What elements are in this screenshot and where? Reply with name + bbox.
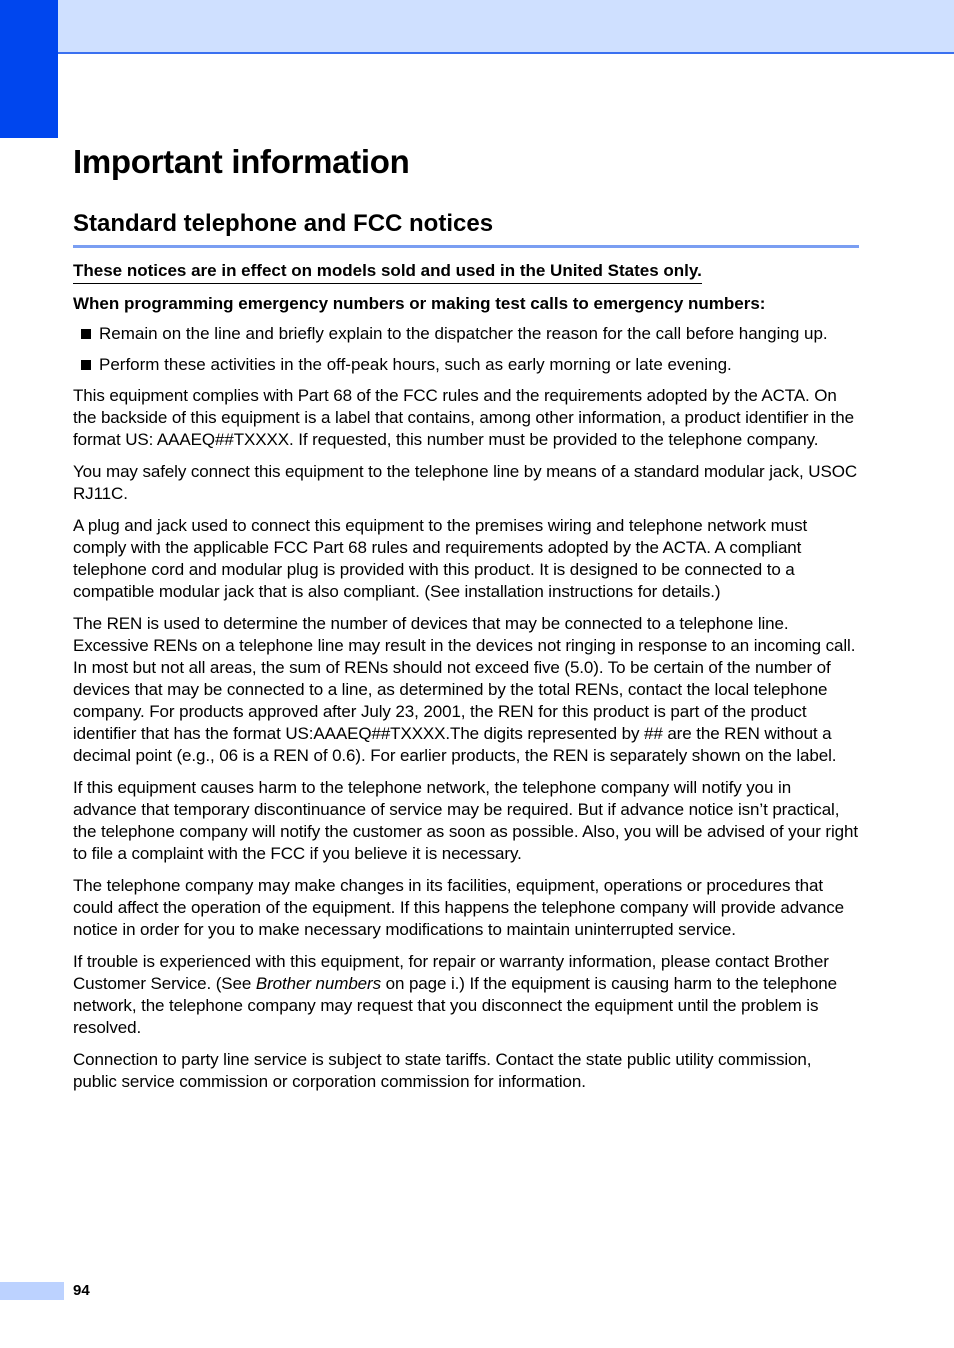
plug-and-jack-paragraph: A plug and jack used to connect this equipment to the premises wiring and telephone network must comply with the applicable FCC Part 68 rules and requirements adopted by the ACTA. A compliant telephone cord and modular plug is provided with this product. It is designed to be connected to a compatible modular jack that is also compliant. (See installation instructions for details.) xyxy=(73,516,808,601)
notice-line xyxy=(73,248,859,284)
bullet-text: Perform these activities in the off-peak hours, such as early morning or late evening. xyxy=(99,355,732,374)
header-band xyxy=(58,0,954,54)
page-content xyxy=(73,140,859,1103)
square-bullet-icon xyxy=(81,329,91,339)
party-line-paragraph: Connection to party line service is subject to state tariffs. Contact the state public utility commission, public service commission or corporation commission for information. xyxy=(73,1050,812,1091)
list-item xyxy=(73,323,859,345)
trouble-text-before: If trouble is experienced with this equipment, for repair or warranty information, please contact Brother Customer Service. (See xyxy=(73,952,829,993)
brother-numbers-reference: Brother numbers xyxy=(255,974,381,993)
ren-paragraph: The REN is used to determine the number of devices that may be connected to a telephone line. Excessive RENs on a telephone line may result in the devices not ringing in response to an incoming call. In most but not all areas, the sum of RENs should not exceed five (5.0). To be certain of the number of devices that may be connected to a line, as determined by the total RENs, contact the local telephone company. For products approved after July 23, 2001, the REN for this product is part of the product identifier that has the format US:AAAEQ##TXXXX.The digits represented by ## are the REN without a decimal point (e.g., 06 is a REN of 0.6). For earlier products, the REN is separately shown on the label. xyxy=(73,614,856,765)
trouble-text-after: on page i.) If the equipment is causing harm to the telephone network, the telephone company may request that you disconnect the equipment until the problem is resolved. xyxy=(73,974,837,1037)
page-number-strip xyxy=(0,1282,64,1300)
square-bullet-icon xyxy=(81,360,91,370)
modular-jack-paragraph: You may safely connect this equipment to the telephone line by means of a standard modular jack, USOC RJ11C. xyxy=(73,462,858,503)
bullet-text: Remain on the line and briefly explain to the dispatcher the reason for the call before hanging up. xyxy=(99,324,828,343)
emergency-bullet-list xyxy=(73,323,859,376)
company-changes-paragraph: The telephone company may make changes in its facilities, equipment, operations or procedures that could affect the operation of the equipment. If this happens the telephone company will provide advance notice in order for you to make necessary modifications to maintain uninterrupted service. xyxy=(73,876,844,939)
trouble-paragraph xyxy=(73,951,859,1039)
emergency-heading: When programming emergency numbers or making test calls to emergency numbers: xyxy=(73,294,766,313)
chapter-tab xyxy=(0,0,58,138)
us-only-notice: These notices are in effect on models sold and used in the United States only. xyxy=(73,260,702,284)
section-title: Standard telephone and FCC notices xyxy=(73,208,859,248)
list-item xyxy=(73,354,859,376)
network-harm-paragraph: If this equipment causes harm to the telephone network, the telephone company will notify you in advance that temporary discontinuance of service may be required. But if advance notice isn’t practical, the telephone company will notify the customer as soon as possible. Also, you will be advised of your right to file a complaint with the FCC if you believe it is necessary. xyxy=(73,778,858,863)
page-title: Important information xyxy=(73,143,410,180)
page-number: 94 xyxy=(73,1282,90,1299)
fcc-part68-paragraph: This equipment complies with Part 68 of the FCC rules and the requirements adopted by the ACTA. On the backside of this equipment is a label that contains, among other information, a product identifier in the format US: AAAEQ##TXXXX. If requested, this number must be provided to the telephone company. xyxy=(73,386,855,449)
